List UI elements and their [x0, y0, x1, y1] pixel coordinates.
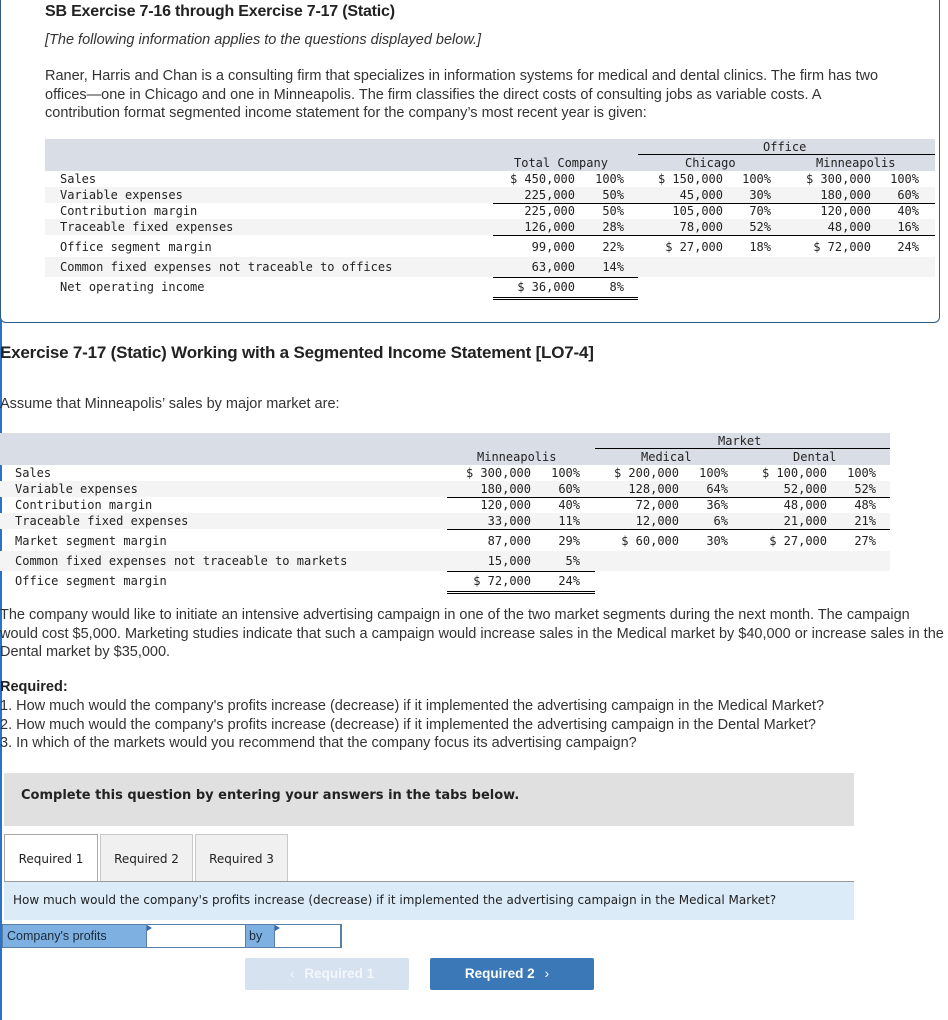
shared-info-panel [0, 0, 940, 323]
increase-decrease-dropdown[interactable] [146, 925, 246, 947]
prev-required-button[interactable]: ‹ Required 1 [245, 958, 409, 990]
instructions-banner [4, 773, 854, 826]
table-row: Net operating income $ 36,000 8% [60, 280, 624, 294]
col-total-company: Total Company [514, 156, 608, 170]
required-item-3: 3. In which of the markets would you recommend that the company focus its advertising campaign? [0, 735, 637, 751]
table-row: Common fixed expenses not traceable to markets 15,000 5% [0, 551, 890, 571]
tab-required-2[interactable]: Required 2 [100, 834, 193, 882]
col-dental: Dental [793, 450, 837, 464]
table-row: Market segment margin 87,000 29% $ 60,000 30% $ 27,000 27% [15, 534, 876, 548]
exercise-heading: Exercise 7-17 (Static) Working with a Segmented Income Statement [LO7-4] [0, 343, 594, 362]
intro-paragraph: Raner, Harris and Chan is a consulting firm that specializes in information systems for medical and dental clinics. The firm has two offices—one in Chicago and one in Minneapolis. The firm classifies the direct costs of consulting jobs as variable costs. A contribution format segmented income statement for the company’s most recent year is given: [45, 68, 879, 121]
required-item-2: 2. How much would the company's profits increase (decrease) if it implemented the advertising campaign in the Dental Market? [0, 716, 816, 733]
table-row: Variable expenses 180,000 60% 128,000 64% 52,000 52% [0, 481, 890, 497]
table-row: Traceable fixed expenses 33,000 11% 12,000 6% 21,000 21% [0, 513, 890, 529]
col-medical: Medical [641, 450, 692, 464]
col-minneapolis: Minneapolis [477, 450, 557, 464]
question-panel [4, 882, 854, 920]
assume-text: Assume that Minneapolis’ sales by major market are: [0, 396, 340, 412]
chevron-right-icon: › [544, 966, 550, 981]
profit-amount-input[interactable] [274, 925, 341, 947]
company-profits-label: Company's profits [7, 929, 107, 943]
instructions-text: Complete this question by entering your answers in the tabs below. [21, 788, 520, 803]
by-label: by [249, 929, 263, 943]
tab-required-3[interactable]: Required 3 [195, 834, 288, 882]
table-row: Contribution margin 225,000 50% 105,000 70% 120,000 40% [60, 204, 919, 218]
required-list [0, 697, 824, 753]
table-row: Contribution margin 120,000 40% 72,000 36% 48,000 48% [15, 498, 876, 512]
table-row: Office segment margin 99,000 22% $ 27,000 18% $ 72,000 24% [60, 240, 919, 254]
scenario-paragraph: The company would like to initiate an intensive advertising campaign in one of the two market segments during the next month. The campaign would cost $5,000. Marketing studies indicate that such a campaign would increase sales in the Medical market by $40,000 or increase sales in the Dental market by $35,000. [0, 607, 944, 660]
question-text: How much would the company's profits increase (decrease) if it implemented the advertising campaign in the Medical Market? [13, 893, 777, 907]
market-income-statement [0, 433, 890, 593]
office-group-header: Office [763, 140, 807, 154]
office-income-statement [45, 139, 935, 299]
chevron-left-icon: ‹ [289, 966, 295, 981]
required-item-1: 1. How much would the company's profits increase (decrease) if it implemented the advertising campaign in the Medical Market? [0, 698, 825, 714]
col-minneapolis: Minneapolis [816, 156, 896, 170]
market-group-header: Market [718, 434, 762, 448]
table-row: Traceable fixed expenses 126,000 28% 78,000 52% 48,000 16% [45, 219, 935, 235]
table-row: Office segment margin $ 72,000 24% [15, 574, 580, 588]
info-subtitle: [The following information applies to the questions displayed below.] [45, 32, 482, 48]
table-row: Variable expenses 225,000 50% 45,000 30% 180,000 60% [45, 187, 935, 203]
page-title: SB Exercise 7-16 through Exercise 7-17 (Static) [45, 3, 395, 20]
table-row: Sales $ 450,000 100% $ 150,000 100% $ 300,000 100% [60, 172, 919, 186]
table-row: Common fixed expenses not traceable to offices 63,000 14% [45, 257, 935, 277]
answer-row [2, 924, 342, 948]
table-row: Sales $ 300,000 100% $ 200,000 100% $ 100,000 100% [15, 466, 876, 480]
required-heading: Required: [0, 679, 68, 695]
col-chicago: Chicago [685, 156, 736, 170]
next-required-button[interactable]: Required 2 › [430, 958, 594, 990]
tab-required-1[interactable]: Required 1 [4, 834, 98, 882]
